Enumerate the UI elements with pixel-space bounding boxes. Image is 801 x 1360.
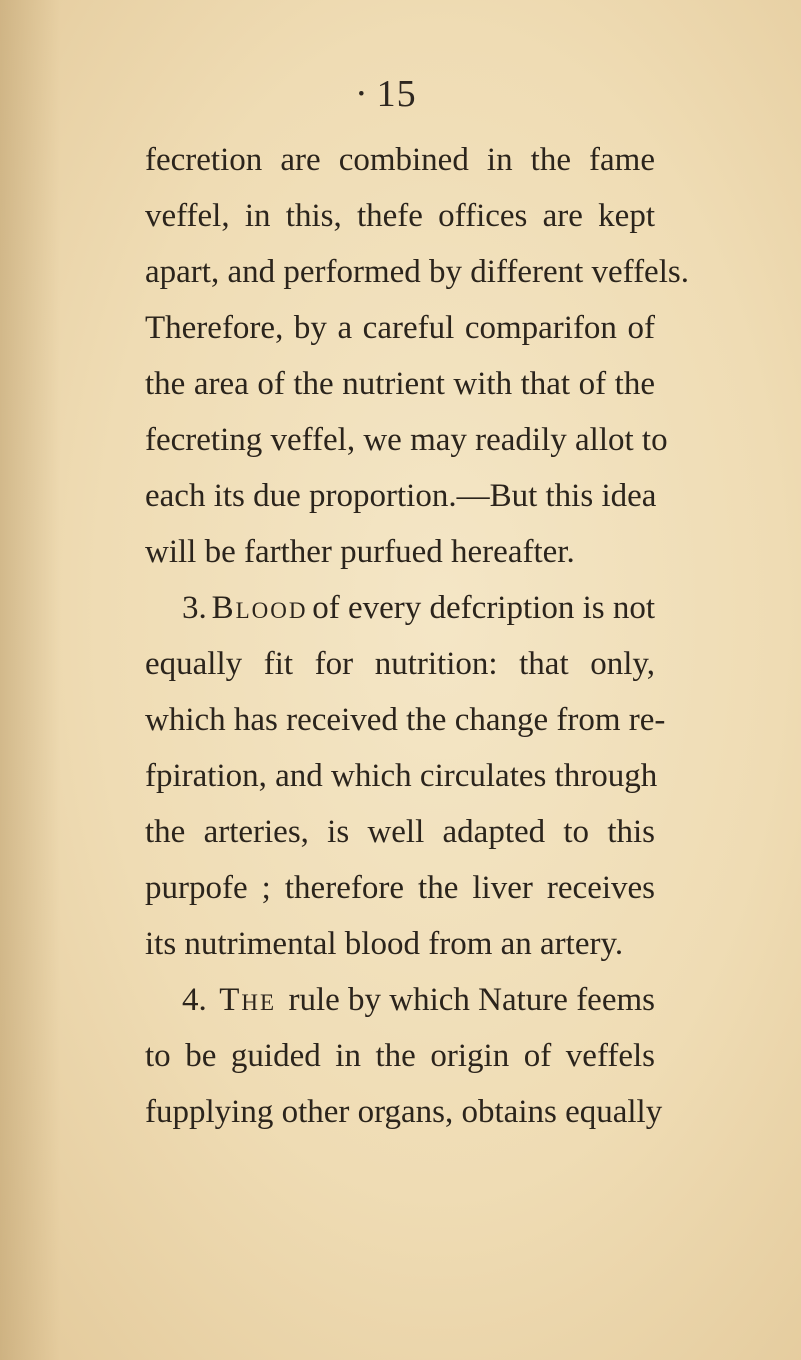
paragraph-number: 4.: [182, 982, 207, 1018]
text-line: its nutrimental blood from an artery.: [145, 926, 624, 962]
text-line: the area of the nutrient with that of the: [145, 366, 655, 402]
text-line: apart, and performed by different veffels.: [145, 254, 689, 290]
text-line: fecreting veffel, we may readily allot to: [145, 422, 668, 458]
page-number-value: 15: [376, 73, 417, 115]
page-number-mark: ·: [355, 73, 369, 115]
paragraph-first-line: [182, 588, 655, 628]
paragraph-first-line: [182, 980, 655, 1020]
paragraph-number: 3.: [182, 590, 207, 626]
text-line: fecretion are combined in the fame: [145, 142, 655, 178]
text-line: fpiration, and which circulates through: [145, 758, 658, 794]
text-line: veffel, in this, thefe offices are kept: [145, 198, 655, 234]
text-line: of every defcription is not: [312, 590, 655, 626]
text-line: Therefore, by a careful comparifon of: [145, 310, 655, 346]
text-line: will be farther purfued hereafter.: [145, 534, 575, 570]
text-line: each its due proportion.—But this idea: [145, 478, 657, 514]
text-line: to be guided in the origin of veffels: [145, 1038, 655, 1074]
text-line: which has received the change from re-: [145, 702, 666, 738]
text-line: rule by which Nature feems: [288, 982, 655, 1018]
paragraph-lead-word: Blood: [211, 590, 308, 626]
text-line: purpofe ; therefore the liver receives: [145, 870, 655, 906]
text-line: equally fit for nutrition: that only,: [145, 646, 655, 682]
text-line: the arteries, is well adapted to this: [145, 814, 655, 850]
text-line: fupplying other organs, obtains equally: [145, 1094, 663, 1130]
paragraph-lead-word: The: [219, 982, 277, 1018]
